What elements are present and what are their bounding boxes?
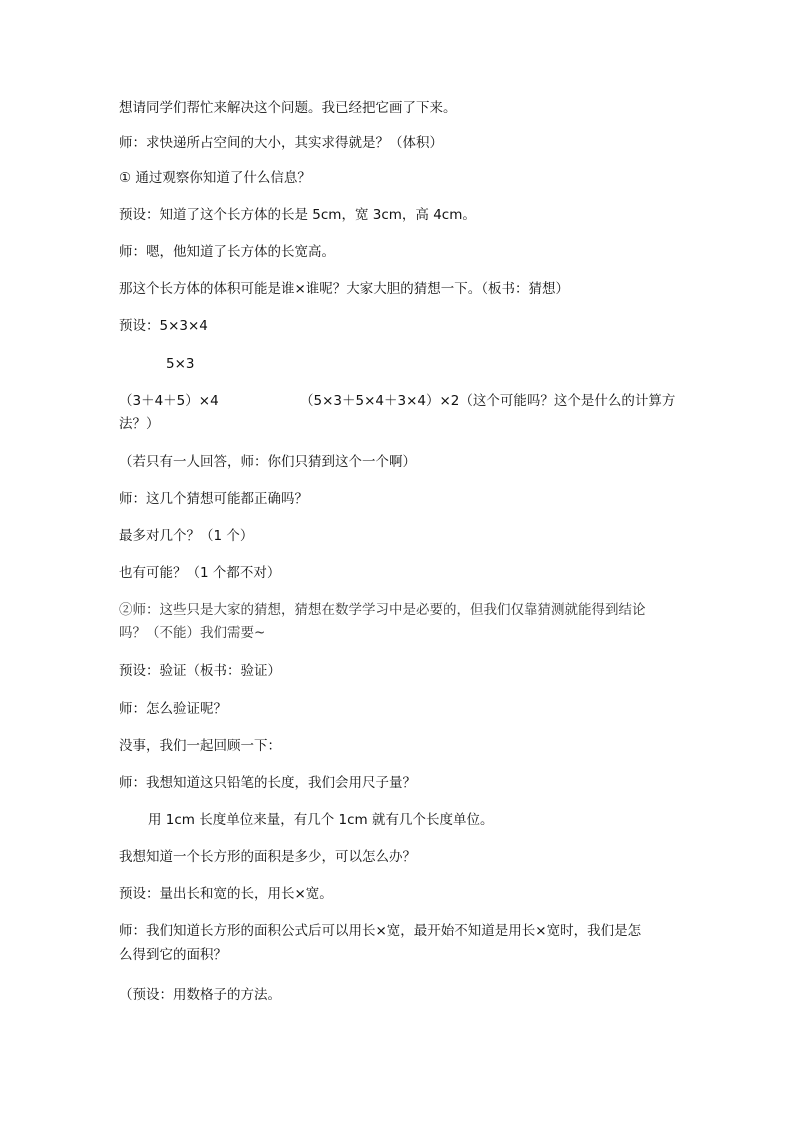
text-line: 最多对几个？（1 个） <box>119 528 254 544</box>
text-line: 师：求快递所占空间的大小，其实求得就是？（体积） <box>119 135 443 151</box>
text-line: ① 通过观察你知道了什么信息？ <box>119 170 311 186</box>
text-line: 预设：验证（板书：验证） <box>119 663 281 679</box>
text-line: 么得到它的面积？ <box>119 947 227 963</box>
text-line: 师：嗯，他知道了长方体的长宽高。 <box>119 244 335 260</box>
text-line: 师：这几个猜想可能都正确吗？ <box>119 491 308 507</box>
text-line: 想请同学们帮忙来解决这个问题。我已经把它画了下来。 <box>119 100 457 116</box>
text-line: 那这个长方体的体积可能是谁×谁呢？大家大胆的猜想一下。（板书：猜想） <box>119 281 570 297</box>
text-line: 5×3 <box>166 356 195 372</box>
text-line: 吗？（不能）我们需要~ <box>119 625 266 641</box>
text-line: ②师：这些只是大家的猜想，猜想在数学学习中是必要的，但我们仅靠猜测就能得到结论 <box>119 602 646 618</box>
text-line: （5×3＋5×4＋3×4）×2（这个可能吗？这个是什么的计算方 <box>300 393 676 409</box>
text-line: 预设：知道了这个长方体的长是 5cm，宽 3cm，高 4cm。 <box>119 207 476 223</box>
text-line: 师：我想知道这只铅笔的长度，我们会用尺子量？ <box>119 775 416 791</box>
text-line: 我想知道一个长方形的面积是多少，可以怎么办？ <box>119 849 416 865</box>
text-line: （预设：用数格子的方法。 <box>119 987 281 1003</box>
text-line: （若只有一人回答，师：你们只猜到这个一个啊） <box>119 454 416 470</box>
text-line: 也有可能？（1 个都不对） <box>119 565 281 581</box>
text-line: 预设：量出长和宽的长，用长×宽。 <box>119 886 333 902</box>
text-line: （3＋4＋5）×4 <box>119 393 219 409</box>
text-line: 没事，我们一起回顾一下： <box>119 738 281 754</box>
text-line: 师：我们知道长方形的面积公式后可以用长×宽，最开始不知道是用长×宽时，我们是怎 <box>119 923 642 939</box>
text-line: 法？） <box>119 416 160 432</box>
text-line: 预设：5×3×4 <box>119 318 208 334</box>
text-line: 用 1cm 长度单位来量，有几个 1cm 就有几个长度单位。 <box>148 812 494 828</box>
text-line: 师：怎么验证呢？ <box>119 701 227 717</box>
